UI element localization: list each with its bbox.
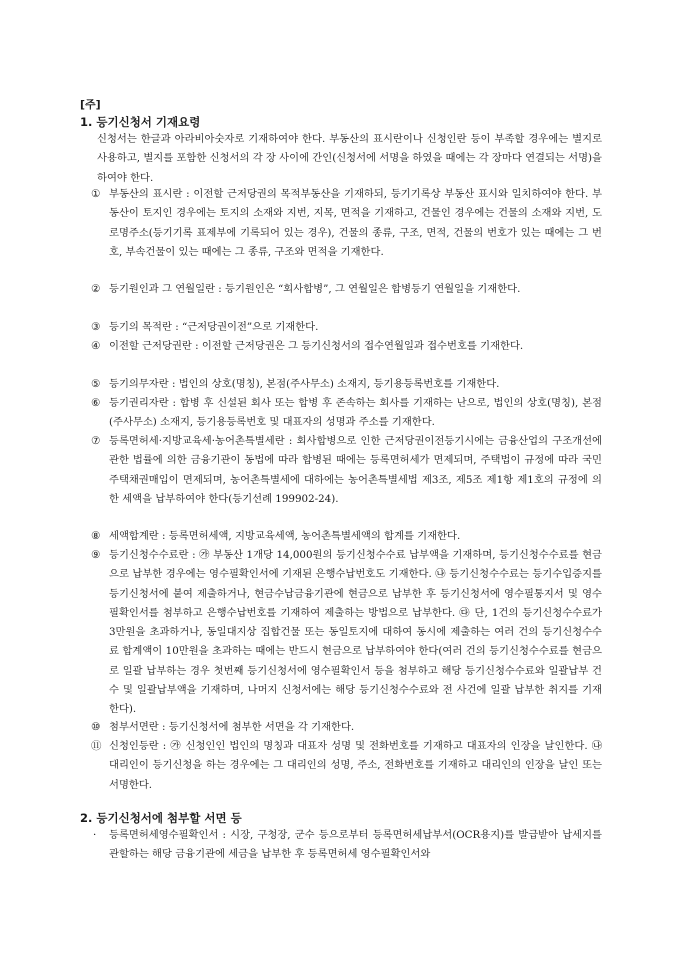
- item-text: 부동산의 표시란 : 이전할 근저당권의 목적부동산을 기재하되, 등기기록상 부동산 표시와 일치하여야 한다. 부동산이 토지인 경우에는 토지의 소재와 지번, 지목, 면적을 기재하고, 건물인 경우에는 건물의 소재와 지번, 도로명주소(등기기록 표제부에 기록되어 있는 경우), 건물의 종류, 구조, 면적, 건물의 번호가 있는 때에는 그 번호, 부속건물이 있는 때에는 그 종류, 구조와 면적을 기재한다.: [109, 188, 603, 258]
- item-text: 이전할 근저당권란 : 이전할 근저당권은 그 등기신청서의 접수연월일과 접수번호를 기재한다.: [109, 340, 524, 352]
- section-1-intro: 신청서는 한글과 아라비아숫자로 기재하여야 한다. 부동산의 표시란이나 신청인란 등이 부족할 경우에는 별지로 사용하고, 별지를 포함한 신청서의 각 장 사이에 간인(신청서에 서명을 하였을 때에는 각 장마다 연결되는 서명)을 하여야 한다.: [97, 133, 602, 184]
- item-number: ①: [91, 188, 101, 200]
- item-number: ④: [91, 340, 101, 352]
- item-text: 등기신청수수료란 : ㉮ 부동산 1개당 14,000원의 등기신청수수료 납부액을 기재하며, 등기신청수수료를 현금으로 납부한 경우에는 영수필확인서에 기재된 은행수납번호도 기재한다. ㉯ 등기신청수수료는 등기수입증지를 등기신청서에 붙여 제출하거나, 현금수납금융기관에 현금으로 납부한 후 등기신청서에 영수필통지서 및 영수필확인서를 첨부하고 은행수납번호를 기재하여 제출하는 방법으로 납부한다. ㉰ 단, 1건의 등기신청수수료가 3만원을 초과하거나, 동일대지상 집합건물 또는 동일토지에 대하여 동시에 제출하는 여러 건의 등기신청수수료 합계액이 10만원을 초과하는 때에는 반드시 현금으로 납부하여야 한다(여러 건의 등기신청수수료를 현금으로 일괄 납부하는 경우 첫번째 등기신청서에 영수필확인서 등을 첨부하고 해당 등기신청수수료와 일괄납부 건수 및 일괄납부액을 기재하며, 나머지 신청서에는 해당 등기신청수수료와 전 사건에 일괄 납부한 취지를 기재한다).: [109, 549, 602, 716]
- item-text: 등기의 목적란 : “근저당권이전”으로 기재한다.: [109, 321, 319, 333]
- item-number: ⑩: [91, 721, 101, 733]
- item-text: 첨부서면란 : 등기신청서에 첨부한 서면을 각 기재한다.: [109, 721, 355, 733]
- item-number: ⑨: [91, 549, 101, 561]
- item-number: ⑤: [91, 378, 101, 390]
- section-1-title: 1. 등기신청서 기재요령: [80, 115, 201, 129]
- item-number: ⑪: [91, 740, 102, 752]
- bullet-mark: ·: [93, 829, 97, 841]
- section-2-title: 2. 등기신청서에 첨부할 서면 등: [80, 811, 242, 825]
- item-number: ②: [91, 283, 101, 295]
- item-text: 신청인등란 : ㉮ 신청인인 법인의 명칭과 대표자 성명 및 전화번호를 기재하고 대표자의 인장을 날인한다. ㉯ 대리인이 등기신청을 하는 경우에는 그 대리인의 성명, 주소, 전화번호를 기재하고 대리인의 인장을 날인 또는 서명한다.: [109, 740, 602, 791]
- item-text: 등기원인과 그 연월일란 : 등기원인은 “회사합병”, 그 연월일은 합병등기 연월일을 기재한다.: [109, 283, 521, 295]
- item-number: ③: [91, 321, 101, 333]
- item-text: 등록면허세영수필확인서 : 시장, 구청장, 군수 등으로부터 등록면허세납부서(OCR용지)를 발급받아 납세지를 관할하는 해당 금융기관에 세금을 납부한 후 등록면허세 영수필확인서와: [109, 829, 602, 861]
- item-text: 등기권리자란 : 합병 후 신설된 회사 또는 합병 후 존속하는 회사를 기재하는 난으로, 법인의 상호(명칭), 본점(주사무소) 소재지, 등기용등록번호 및 대표자의 성명과 주소를 기재한다.: [109, 397, 602, 429]
- item-text: 등기의무자란 : 법인의 상호(명칭), 본점(주사무소) 소재지, 등기용등록번호를 기재한다.: [109, 378, 500, 390]
- item-number: ⑦: [91, 435, 101, 447]
- item-text: 세액합계란 : 등록면허세액, 지방교육세액, 농어촌특별세액의 합계를 기재한다.: [109, 530, 461, 542]
- note-label: [주]: [80, 98, 101, 111]
- item-number: ⑧: [91, 530, 101, 542]
- item-text: 등록면허세·지방교육세·농어촌특별세란 : 회사합병으로 인한 근저당권이전등기시에는 금융산업의 구조개선에 관한 법률에 의한 금융기관이 동법에 따라 합병된 때에는 등록면허세가 면제되며, 주택법이 규정에 따라 국민주택채권매입이 면제되며, 농어촌특별세에 대하에는 농어촌특별세법 제3조, 제5조 제1항 제1호의 규정에 의한 세액을 납부하여야 한다(등기선례 199902-24).: [109, 435, 602, 505]
- item-number: ⑥: [91, 397, 101, 409]
